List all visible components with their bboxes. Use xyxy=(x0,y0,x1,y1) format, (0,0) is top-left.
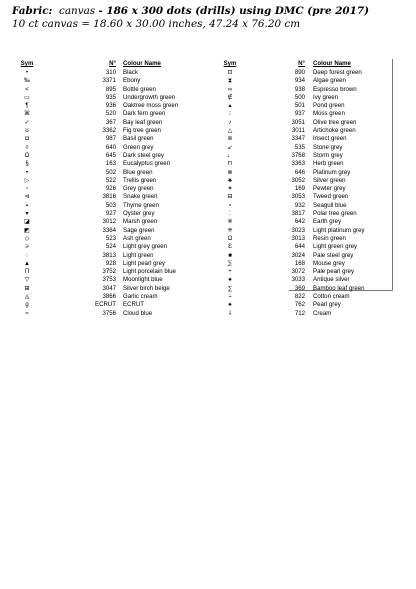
table-row xyxy=(215,285,403,293)
symbol-cell: § xyxy=(25,161,29,168)
symbol-cell: ♣ xyxy=(228,177,232,184)
table-row xyxy=(215,119,403,127)
colour-name-cell: Pearl grey xyxy=(313,301,341,309)
table-row xyxy=(215,144,403,152)
colour-name-cell: Deep forest green xyxy=(313,69,362,76)
dmc-number-cell: 895 xyxy=(105,85,116,93)
table-row xyxy=(14,127,223,135)
colour-name-cell: Bay leaf green xyxy=(123,118,163,126)
symbol-cell: g xyxy=(25,302,29,309)
symbol-cell: ⊞ xyxy=(24,285,30,292)
table-row xyxy=(14,260,223,268)
dmc-number-cell: 3816 xyxy=(102,193,116,201)
colour-name-cell: Espresso brown xyxy=(313,85,357,93)
colour-name-cell: Grey green xyxy=(123,185,154,193)
dmc-number-cell: 3047 xyxy=(102,284,116,292)
dmc-number-cell: 3813 xyxy=(102,251,116,259)
colour-name-cell: Garlic cream xyxy=(123,293,158,301)
dmc-number-cell: 644 xyxy=(294,243,305,251)
symbol-cell: ⋆ xyxy=(228,202,232,209)
dmc-number-cell: 822 xyxy=(294,293,305,301)
colour-name-cell: Antique silver xyxy=(313,276,350,284)
sym-column-header: Sym xyxy=(20,61,34,68)
table-row xyxy=(215,260,403,268)
dmc-number-cell: ECRUT xyxy=(95,301,116,309)
dmc-number-cell: 3362 xyxy=(102,127,116,135)
symbol-cell: ⊡ xyxy=(227,70,233,76)
colour-name-cell: Algae green xyxy=(313,77,346,85)
symbol-cell: ◘ xyxy=(25,136,29,143)
table-row xyxy=(215,301,403,309)
colour-name-cell: Cotton cream xyxy=(313,293,350,301)
colour-name-cell: Moonlight blue xyxy=(123,276,163,284)
colour-name-cell: Artichoke green xyxy=(313,127,356,135)
dmc-number-cell: 712 xyxy=(294,309,305,317)
dmc-number-cell: 169 xyxy=(294,185,305,193)
table-row xyxy=(215,268,403,276)
symbol-cell: + xyxy=(228,269,232,276)
dmc-number-cell: 932 xyxy=(294,201,305,209)
symbol-cell: △ xyxy=(227,128,233,135)
table-row xyxy=(14,119,223,127)
table-row xyxy=(215,185,403,193)
symbol-cell: ▾ xyxy=(25,211,29,218)
colour-name-cell: Herb green xyxy=(313,160,344,168)
table-row xyxy=(14,218,223,226)
table-row xyxy=(215,152,403,160)
dmc-number-cell: 762 xyxy=(294,301,305,309)
color-key-rows-left xyxy=(14,69,223,318)
symbol-cell: ⊓ xyxy=(227,161,233,168)
dmc-number-cell: 3033 xyxy=(291,276,305,284)
table-row xyxy=(14,135,223,143)
dmc-number-cell: 535 xyxy=(294,143,305,151)
colour-name-cell: Moss green xyxy=(313,110,345,118)
fabric-detail: - 186 x 300 dots (drills) using DMC (pre 2017) xyxy=(98,5,370,17)
table-row xyxy=(14,193,223,201)
colour-name-cell: Dark fern green xyxy=(123,110,166,118)
dmc-number-cell: 645 xyxy=(105,151,116,159)
table-row xyxy=(14,144,223,152)
colour-name-cell: Snake green xyxy=(123,193,158,201)
dmc-number-cell: 3023 xyxy=(291,226,305,234)
symbol-cell: ♪ xyxy=(228,119,232,126)
table-row xyxy=(215,69,403,77)
dmc-number-cell: 936 xyxy=(105,102,116,110)
number-column-header: N° xyxy=(109,60,116,68)
symbol-cell: • xyxy=(25,70,29,76)
symbol-cell: ⁜ xyxy=(227,227,233,234)
table-row xyxy=(14,69,223,77)
color-key-table-right xyxy=(215,60,403,318)
color-key-rows-right xyxy=(215,69,403,318)
color-key-table-left xyxy=(14,60,223,318)
symbol-cell: ▫ xyxy=(25,186,29,193)
symbol-cell: ⊟ xyxy=(227,194,233,201)
table-row xyxy=(215,235,403,243)
colour-name-cell: Sage green xyxy=(123,226,155,234)
table-row xyxy=(14,160,223,168)
dmc-number-cell: 367 xyxy=(105,118,116,126)
table-header-row xyxy=(14,60,223,69)
dmc-number-cell: 937 xyxy=(294,110,305,118)
symbol-cell: ⌘ xyxy=(24,111,30,118)
dmc-number-cell: 928 xyxy=(105,259,116,267)
table-row xyxy=(215,169,403,177)
dmc-number-cell: 3051 xyxy=(291,118,305,126)
symbol-cell: ※ xyxy=(227,219,233,226)
table-row xyxy=(215,252,403,260)
colour-name-cell: Light grey green xyxy=(123,243,168,251)
table-row xyxy=(14,202,223,210)
dmc-number-cell: 523 xyxy=(105,234,116,242)
symbol-cell: ∞ xyxy=(227,86,233,93)
symbol-cell: ◬ xyxy=(24,294,30,301)
dmc-number-cell: 3024 xyxy=(291,251,305,259)
symbol-cell: ⸸ xyxy=(228,310,232,317)
table-row xyxy=(14,235,223,243)
table-row xyxy=(14,268,223,276)
symbol-cell: ⅀ xyxy=(227,260,233,267)
colour-name-cell: Light platinum grey xyxy=(313,226,365,234)
dmc-number-cell: 640 xyxy=(105,143,116,151)
table-row xyxy=(215,193,403,201)
colour-name-cell: Light porcelain blue xyxy=(123,268,176,276)
dmc-number-cell: 3053 xyxy=(291,193,305,201)
colour-name-cell: Olive tree green xyxy=(313,118,357,126)
table-row xyxy=(215,293,403,301)
symbol-cell: ◩ xyxy=(24,227,30,234)
table-row xyxy=(215,218,403,226)
table-row xyxy=(14,227,223,235)
table-row xyxy=(215,210,403,218)
dmc-number-cell: 890 xyxy=(294,69,305,76)
table-row xyxy=(215,77,403,85)
colour-name-cell: Oyster grey xyxy=(123,210,155,218)
dmc-number-cell: 3866 xyxy=(102,293,116,301)
dmc-number-cell: 927 xyxy=(105,210,116,218)
colour-name-cell: Seagull blue xyxy=(313,201,347,209)
colour-name-cell: Polar tree green xyxy=(313,210,357,218)
number-column-header: N° xyxy=(298,60,305,68)
table-row xyxy=(14,301,223,309)
table-row xyxy=(215,135,403,143)
symbol-cell: ⊲ xyxy=(24,194,30,201)
dmc-number-cell: 646 xyxy=(294,168,305,176)
symbol-cell: ⁝ xyxy=(229,111,231,118)
colour-name-cell: Light green xyxy=(123,251,154,259)
colour-name-cell: Dark steel grey xyxy=(123,151,164,159)
colour-name-cell: Stone grey xyxy=(313,143,343,151)
symbol-cell: ⍨ xyxy=(228,294,232,301)
table-row xyxy=(14,310,223,318)
symbol-cell: ʊ xyxy=(25,128,29,135)
symbol-cell: Ω xyxy=(24,152,30,159)
symbol-cell: Π xyxy=(24,269,30,276)
table-row xyxy=(14,110,223,118)
table-row xyxy=(215,177,403,185)
symbol-cell: ▽ xyxy=(24,277,30,284)
table-row xyxy=(14,243,223,251)
dmc-number-cell: 3011 xyxy=(291,127,305,135)
table-row xyxy=(215,102,403,110)
symbol-cell: ▲ xyxy=(24,260,30,267)
colour-name-cell: Undergrowth green xyxy=(123,93,176,101)
table-row xyxy=(14,276,223,284)
table-row xyxy=(215,227,403,235)
symbol-cell: ♠ xyxy=(228,302,232,309)
colour-name-cell: Ash green xyxy=(123,234,151,242)
table-row xyxy=(14,94,223,102)
dmc-number-cell: 3013 xyxy=(291,234,305,242)
dmc-number-cell: 938 xyxy=(294,85,305,93)
symbol-cell: ♩ xyxy=(227,152,233,159)
colour-name-cell: Silver birch beige xyxy=(123,284,170,292)
colour-name-cell: Marsh green xyxy=(123,218,158,226)
symbol-cell: < xyxy=(25,86,29,93)
symbol-cell: ◇ xyxy=(24,235,30,242)
table-row xyxy=(14,169,223,177)
colour-name-cell: Eucalyptus green xyxy=(123,160,171,168)
table-row xyxy=(14,285,223,293)
dmc-number-cell: 987 xyxy=(105,135,116,143)
symbol-cell: ▷ xyxy=(24,177,30,184)
colour-name-cell: Insect green xyxy=(313,135,347,143)
table-row xyxy=(215,160,403,168)
colour-name-cell: Bottle green xyxy=(123,85,156,93)
table-row xyxy=(215,310,403,318)
table-row xyxy=(215,110,403,118)
dmc-number-cell: 168 xyxy=(294,259,305,267)
colour-name-cell: Tweed green xyxy=(313,193,349,201)
symbol-cell: • xyxy=(25,169,29,176)
colour-name-cell: Pale steel grey xyxy=(313,251,354,259)
dmc-number-cell: 163 xyxy=(105,160,116,168)
symbol-cell: ⊗ xyxy=(227,169,233,176)
table-row xyxy=(14,102,223,110)
table-row xyxy=(215,276,403,284)
dmc-number-cell: 926 xyxy=(105,185,116,193)
colour-name-cell: Bamboo leaf green xyxy=(313,284,365,292)
table-row xyxy=(14,210,223,218)
symbol-cell: ▭ xyxy=(24,94,30,101)
symbol-cell: Ω xyxy=(227,235,233,242)
colour-name-cell: Black xyxy=(123,69,138,76)
colour-name-cell: Ebony xyxy=(123,77,141,85)
symbol-cell: ✓ xyxy=(24,119,30,126)
fabric-header xyxy=(12,5,369,17)
dmc-number-cell: 310 xyxy=(105,69,116,76)
colour-name-cell: ECRUT xyxy=(123,301,144,309)
symbol-cell: ≈ xyxy=(25,310,29,317)
dmc-number-cell: 520 xyxy=(105,110,116,118)
symbol-cell: ∍ xyxy=(24,244,30,251)
symbol-cell: ⊚ xyxy=(227,136,233,143)
symbol-cell: ◌ xyxy=(25,252,29,259)
colour-name-cell: Silver green xyxy=(313,176,346,184)
symbol-cell: ‰ xyxy=(24,78,30,85)
dmc-number-cell: 3817 xyxy=(291,210,305,218)
dmc-number-cell: 3753 xyxy=(102,276,116,284)
symbol-cell: ▪ xyxy=(25,202,29,209)
table-header-row xyxy=(215,60,403,69)
table-row xyxy=(14,252,223,260)
dmc-number-cell: 3364 xyxy=(102,226,116,234)
sym-column-header: Sym xyxy=(223,61,237,68)
dmc-number-cell: 501 xyxy=(294,102,305,110)
symbol-cell: ◊ xyxy=(25,144,29,151)
dmc-number-cell: 3756 xyxy=(102,309,116,317)
colour-name-cell: Platinum grey xyxy=(313,168,351,176)
symbol-cell: ● xyxy=(228,277,232,284)
colour-name-cell: Green grey xyxy=(123,143,154,151)
colour-name-cell: Thyme green xyxy=(123,201,159,209)
colour-name-cell: Basil green xyxy=(123,135,154,143)
dmc-number-cell: 524 xyxy=(105,243,116,251)
dmc-number-cell: 3012 xyxy=(102,218,116,226)
symbol-cell: ⧗ xyxy=(227,78,233,85)
colour-name-cell: Mouse grey xyxy=(313,259,345,267)
table-row xyxy=(14,86,223,94)
dmc-number-cell: 522 xyxy=(105,176,116,184)
table-row xyxy=(14,177,223,185)
colour-name-cell: Earth grey xyxy=(313,218,342,226)
colour-name-cell: Blue green xyxy=(123,168,153,176)
symbol-cell: ◪ xyxy=(24,219,30,226)
symbol-cell: Ɛ xyxy=(228,244,232,251)
table-row xyxy=(215,127,403,135)
colour-name-column-header: Colour Name xyxy=(313,60,351,68)
table-row xyxy=(215,86,403,94)
dmc-number-cell: 642 xyxy=(294,218,305,226)
colour-name-cell: Cream xyxy=(313,309,332,317)
fabric-label: Fabric: xyxy=(12,5,53,17)
dmc-number-cell: 3752 xyxy=(102,268,116,276)
symbol-cell: ■ xyxy=(228,252,232,259)
colour-name-cell: Light green grey xyxy=(313,243,358,251)
table-row xyxy=(14,77,223,85)
symbol-cell: ✶ xyxy=(227,186,233,193)
symbol-cell: ⁚ xyxy=(229,211,231,218)
symbol-cell: ↙ xyxy=(227,144,233,151)
colour-name-cell: Resin green xyxy=(313,234,346,242)
table-row xyxy=(215,94,403,102)
colour-name-cell: Pewter grey xyxy=(313,185,346,193)
dmc-number-cell: 503 xyxy=(105,201,116,209)
table-row xyxy=(14,293,223,301)
table-row xyxy=(14,152,223,160)
dmc-number-cell: 3363 xyxy=(291,160,305,168)
dmc-number-cell: 935 xyxy=(105,93,116,101)
table-row xyxy=(215,243,403,251)
symbol-cell: ▴ xyxy=(228,103,232,110)
dmc-number-cell: 369 xyxy=(294,284,305,292)
dmc-number-cell: 502 xyxy=(105,168,116,176)
dmc-number-cell: 3072 xyxy=(291,268,305,276)
colour-name-cell: Light pearl grey xyxy=(123,259,166,267)
dmc-number-cell: 500 xyxy=(294,93,305,101)
colour-name-cell: Storm grey xyxy=(313,151,343,159)
colour-name-column-header: Colour Name xyxy=(123,60,161,68)
symbol-cell: ∑ xyxy=(227,285,233,292)
colour-name-cell: Trellis green xyxy=(123,176,157,184)
dmc-number-cell: 3347 xyxy=(291,135,305,143)
symbol-cell: ¶ xyxy=(25,103,29,110)
fabric-type: canvas xyxy=(59,5,96,17)
dmc-number-cell: 3371 xyxy=(102,77,116,85)
colour-name-cell: Pond green xyxy=(313,102,345,110)
colour-name-cell: Ivy green xyxy=(313,93,339,101)
colour-name-cell: Oaktree moss green xyxy=(123,102,179,110)
table-row xyxy=(215,202,403,210)
symbol-cell: ∉ xyxy=(227,94,233,101)
dmc-number-cell: 3768 xyxy=(291,151,305,159)
colour-name-cell: Fig tree green xyxy=(123,127,161,135)
dmc-number-cell: 3052 xyxy=(291,176,305,184)
colour-name-cell: Pale pearl grey xyxy=(313,268,354,276)
colour-name-cell: Cloud blue xyxy=(123,309,153,317)
canvas-size-line: 10 ct canvas = 18.60 x 30.00 inches, 47.24 x 76.20 cm xyxy=(12,18,301,30)
dmc-number-cell: 934 xyxy=(294,77,305,85)
table-row xyxy=(14,185,223,193)
